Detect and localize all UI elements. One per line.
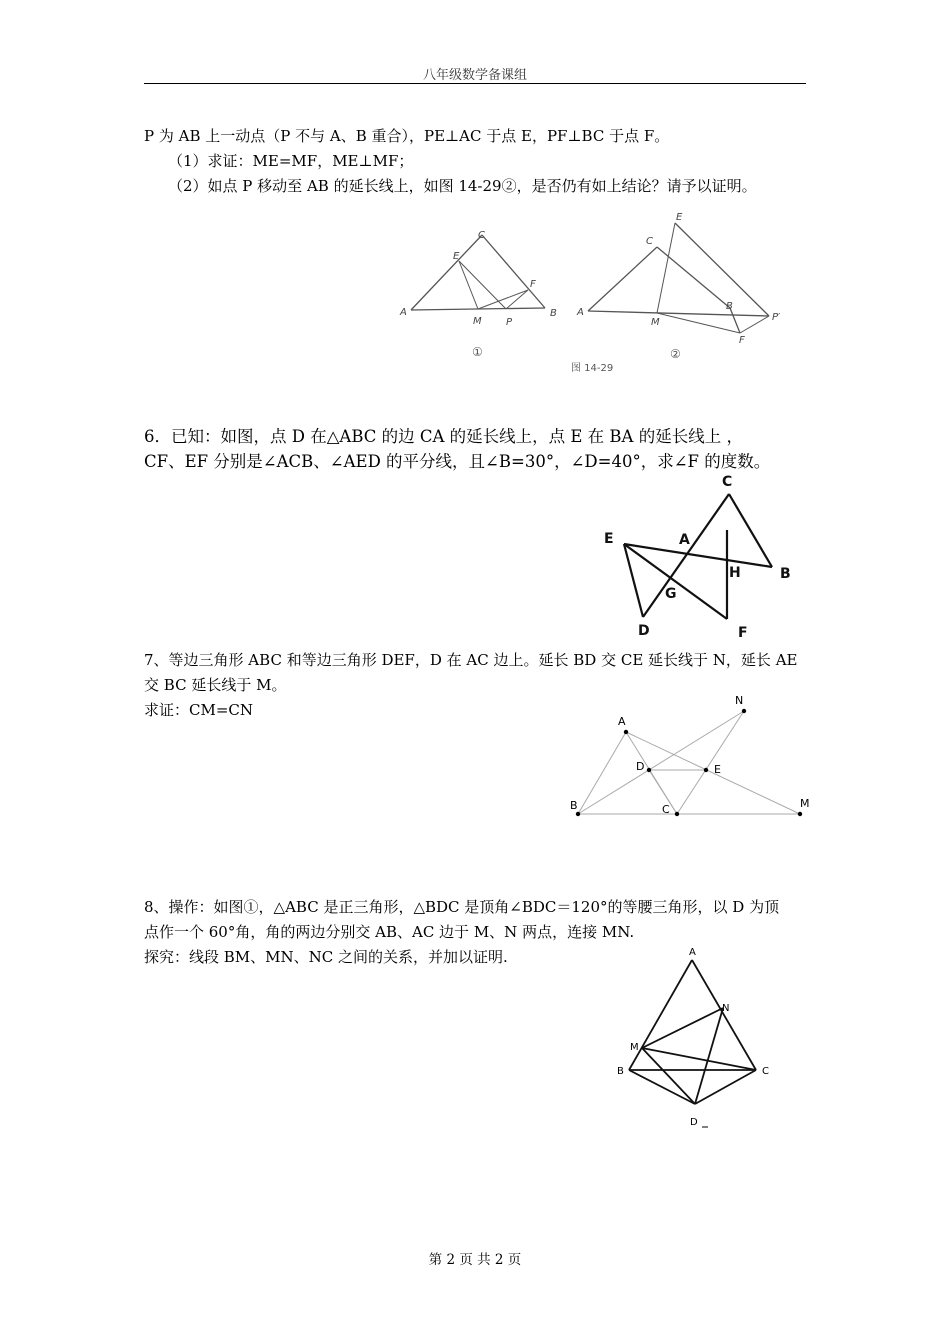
fig1-label-a: A: [400, 307, 407, 318]
page-footer: 第 2 页 共 2 页: [428, 1252, 522, 1268]
fig6-label-b: B: [780, 566, 791, 582]
fig1-number: ①: [472, 345, 483, 359]
figure-caption: 图 14-29: [571, 363, 614, 374]
problem5-statement: P 为 AB 上一动点（P 不与 A、B 重合），PE⊥AC 于点 E，PF⊥BC 于点 F。: [144, 127, 670, 145]
problem8-explore: 探究：线段 BM、MN、NC 之间的关系，并加以证明.: [144, 948, 508, 966]
problem7-prove: 求证：CM=CN: [144, 701, 254, 719]
fig2-label-p: P′: [772, 312, 781, 323]
fig7-label-d: D: [636, 760, 645, 773]
fig6-label-e: E: [604, 531, 614, 547]
fig2-label-a: A: [577, 307, 584, 318]
fig6-label-a: A: [679, 532, 690, 548]
fig7-label-b: B: [570, 799, 578, 812]
fig1-label-m: M: [473, 316, 482, 327]
problem5-part2: （2）如点 P 移动至 AB 的延长线上，如图 14-29②，是否仍有如上结论？请予以证明。: [168, 177, 757, 195]
fig2-label-f: F: [739, 335, 745, 346]
problem8-figure: [605, 940, 785, 1135]
fig6-label-g: G: [665, 586, 677, 602]
fig1-label-b: B: [550, 308, 557, 319]
fig2-label-e: E: [676, 212, 683, 223]
fig2-label-b: B: [726, 301, 733, 312]
header-divider: [144, 83, 806, 84]
problem6-statement-line1: 6．已知：如图，点 D 在△ABC 的边 CA 的延长线上，点 E 在 BA 的延长线上 ，: [144, 427, 743, 446]
fig2-number: ②: [670, 347, 681, 361]
fig1-label-p: P: [506, 317, 513, 328]
problem5-part1: （1）求证：ME=MF，ME⊥MF；: [168, 152, 414, 170]
fig8-label-a: A: [689, 947, 696, 958]
problem6-figure: [595, 470, 810, 645]
fig8-label-d: D: [690, 1117, 698, 1128]
fig8-label-m: M: [630, 1042, 639, 1053]
fig7-label-c: C: [662, 803, 670, 816]
fig7-label-a: A: [618, 715, 626, 728]
fig2-label-m: M: [651, 317, 660, 328]
problem7-statement-line2: 交 BC 延长线于 M。: [144, 676, 287, 694]
problem7-statement-line1: 7、等边三角形 ABC 和等边三角形 DEF，D 在 AC 边上。延长 BD 交 CE 延长线于 N，延长 AE: [144, 651, 798, 669]
fig8-label-n: N: [722, 1003, 730, 1014]
figure-14-29: [395, 205, 795, 380]
fig7-label-m: M: [800, 797, 810, 810]
fig8-label-b: B: [617, 1066, 624, 1077]
fig7-label-n: N: [735, 694, 744, 707]
fig6-label-d: D: [638, 623, 650, 639]
fig1-label-c: C: [478, 230, 485, 241]
fig7-label-e: E: [714, 763, 721, 776]
fig1-label-f: F: [530, 279, 536, 290]
problem8-statement-line2: 点作一个 60°角，角的两边分别交 AB、AC 边于 M、N 两点，连接 MN.: [144, 923, 635, 941]
problem8-statement-line1: 8、操作：如图①，△ABC 是正三角形，△BDC 是顶角∠BDC＝120°的等腰三角形，以 D 为顶: [144, 898, 780, 916]
page-header: 八年级数学备课组: [422, 68, 527, 83]
fig6-label-f: F: [738, 625, 748, 641]
fig1-label-e: E: [453, 251, 460, 262]
problem6-statement-line2: CF、EF 分别是∠ACB、∠AED 的平分线，且∠B=30°，∠D=40°，求∠F 的度数。: [144, 452, 771, 471]
fig2-label-c: C: [646, 236, 653, 247]
fig8-label-c: C: [762, 1066, 769, 1077]
fig6-label-c: C: [722, 474, 733, 490]
fig6-label-h: H: [729, 565, 741, 581]
problem7-figure: [560, 688, 820, 828]
